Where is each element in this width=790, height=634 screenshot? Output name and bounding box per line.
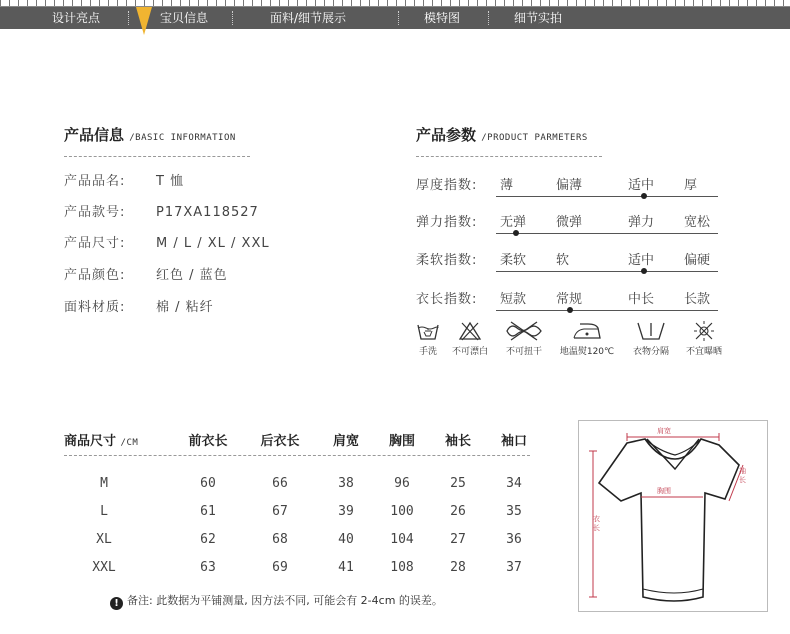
divider [64, 455, 530, 456]
chest-label: 胸围 [657, 487, 671, 495]
param-option: 偏薄 [556, 178, 583, 193]
table-header: 袖口 [500, 434, 527, 449]
hand-wash-icon [416, 320, 440, 342]
tshirt-diagram [579, 421, 769, 613]
table-cell: 68 [272, 532, 288, 547]
divider [416, 156, 602, 157]
info-label: 产品尺寸: [64, 236, 126, 251]
param-option: 宽松 [684, 215, 711, 230]
product-params-subtitle: /PRODUCT PARMETERS [481, 133, 588, 143]
param-label: 柔软指数: [416, 253, 478, 268]
param-option: 软 [556, 253, 570, 268]
table-cell: 37 [506, 560, 522, 575]
measurement-diagram [578, 420, 768, 612]
size-cell: XXL [92, 560, 116, 575]
top-decoration [0, 0, 790, 7]
no-wring-icon [503, 320, 545, 342]
product-info-row [64, 201, 259, 220]
table-cell: 35 [506, 504, 522, 519]
size-cell: L [100, 504, 108, 519]
nav-item-design[interactable]: 设计亮点 [52, 11, 101, 25]
nav-item-detail[interactable]: 细节实拍 [514, 11, 563, 25]
table-header: 胸围 [388, 434, 415, 449]
care-separate: 衣物分隔 [626, 320, 676, 357]
divider [64, 156, 250, 157]
table-cell: 27 [450, 532, 466, 547]
param-option: 适中 [628, 178, 655, 193]
table-cell: 100 [390, 504, 414, 519]
table-header: 肩宽 [332, 434, 359, 449]
nav-item-model[interactable]: 模特图 [424, 11, 461, 25]
param-selected-marker [567, 307, 573, 313]
product-info-row [64, 232, 270, 251]
info-value: P17XA118527 [156, 205, 259, 220]
table-cell: 34 [506, 476, 522, 491]
param-option: 短款 [500, 292, 527, 307]
info-label: 产品款号: [64, 205, 126, 220]
length-label: 衣长 [593, 515, 600, 532]
top-nav [0, 7, 790, 29]
nav-separator [232, 11, 233, 25]
table-cell: 36 [506, 532, 522, 547]
param-option: 弹力 [628, 215, 655, 230]
product-info-row [64, 170, 184, 189]
care-no-bleach: 不可漂白 [446, 320, 494, 357]
care-no-sun: 不宜曝晒 [680, 320, 728, 357]
param-option: 无弹 [500, 215, 527, 230]
table-cell: 26 [450, 504, 466, 519]
param-option: 常规 [556, 292, 583, 307]
no-sun-dry-icon [692, 320, 716, 342]
param-label: 衣长指数: [416, 292, 478, 307]
table-cell: 60 [200, 476, 216, 491]
product-info-row [64, 296, 214, 315]
table-cell: 67 [272, 504, 288, 519]
product-info-subtitle: /BASIC INFORMATION [129, 133, 236, 143]
table-cell: 28 [450, 560, 466, 575]
param-label: 厚度指数: [416, 178, 478, 193]
care-no-wring: 不可扭干 [500, 320, 548, 357]
table-header: 袖长 [444, 434, 471, 449]
param-option: 微弹 [556, 215, 583, 230]
nav-separator [128, 11, 129, 25]
info-value: T 恤 [156, 174, 185, 189]
param-scale-line [496, 271, 718, 272]
param-label: 弹力指数: [416, 215, 478, 230]
nav-item-product-info[interactable]: 宝贝信息 [160, 11, 209, 25]
care-iron: 地温熨120℃ [556, 320, 618, 357]
table-cell: 38 [338, 476, 354, 491]
separate-wash-icon [634, 320, 668, 342]
table-cell: 25 [450, 476, 466, 491]
info-label: 面料材质: [64, 300, 126, 315]
nav-separator [488, 11, 489, 25]
table-cell: 108 [390, 560, 414, 575]
active-nav-indicator [136, 7, 152, 35]
param-scale-line [496, 233, 718, 234]
param-option: 薄 [500, 178, 514, 193]
param-scale-line [496, 310, 718, 311]
param-option: 适中 [628, 253, 655, 268]
info-label: 产品颜色: [64, 268, 126, 283]
table-cell: 69 [272, 560, 288, 575]
table-cell: 63 [200, 560, 216, 575]
shoulder-label: 肩宽 [657, 427, 671, 435]
exclamation-icon: ! [110, 597, 123, 610]
size-table-unit: /CM [120, 438, 139, 448]
table-cell: 62 [200, 532, 216, 547]
info-value: 棉 / 粘纤 [156, 300, 214, 315]
table-cell: 66 [272, 476, 288, 491]
measurement-note: ! 备注: 此数据为平铺测量, 因方法不同, 可能会有 2-4cm 的误差。 [110, 592, 443, 610]
param-option: 中长 [628, 292, 655, 307]
table-cell: 41 [338, 560, 354, 575]
table-cell: 96 [394, 476, 410, 491]
nav-separator [398, 11, 399, 25]
table-cell: 40 [338, 532, 354, 547]
table-header: 后衣长 [260, 434, 300, 449]
param-option: 柔软 [500, 253, 527, 268]
iron-low-temp-icon [570, 320, 604, 342]
table-cell: 39 [338, 504, 354, 519]
param-selected-marker [513, 230, 519, 236]
param-option: 长款 [684, 292, 711, 307]
info-value: M / L / XL / XXL [156, 236, 270, 251]
info-label: 产品品名: [64, 174, 126, 189]
table-cell: 61 [200, 504, 216, 519]
product-params-title: 产品参数 /PRODUCT PARMETERS [416, 126, 588, 144]
size-cell: XL [96, 532, 112, 547]
size-cell: M [100, 476, 108, 491]
info-value: 红色 / 蓝色 [156, 268, 228, 283]
sleeve-label: 袖长 [739, 467, 746, 484]
param-selected-marker [641, 268, 647, 274]
nav-item-fabric[interactable]: 面料/细节展示 [270, 11, 347, 25]
care-hand-wash: 手洗 [414, 320, 442, 357]
param-option: 厚 [684, 178, 698, 193]
param-option: 偏硬 [684, 253, 711, 268]
table-cell: 104 [390, 532, 414, 547]
table-header: 前衣长 [188, 434, 228, 449]
size-table-title: 商品尺寸 /CM [64, 434, 139, 449]
product-info-row [64, 264, 228, 283]
param-scale-line [496, 196, 718, 197]
product-info-title: 产品信息 /BASIC INFORMATION [64, 126, 236, 144]
param-selected-marker [641, 193, 647, 199]
no-bleach-icon [458, 320, 482, 342]
